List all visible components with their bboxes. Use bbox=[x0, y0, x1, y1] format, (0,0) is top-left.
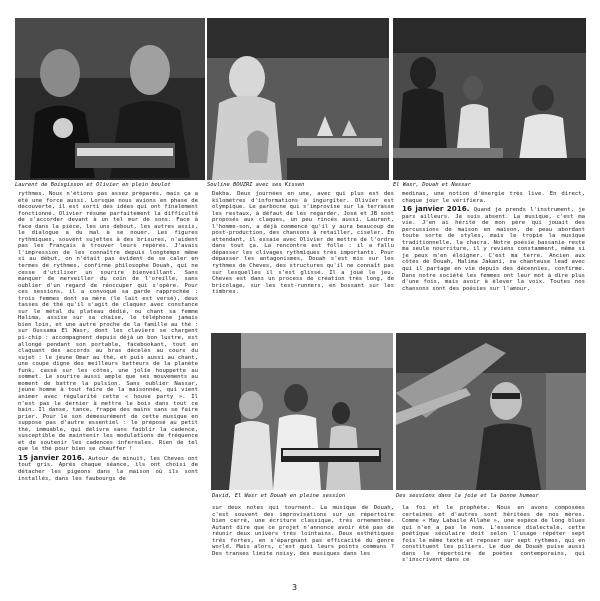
caption-photo3: El Wasr, Douah et Nassar bbox=[393, 182, 471, 188]
photo-el-wasr-douah-nassar bbox=[393, 18, 586, 180]
caption-photo2: Souline BOUZRI avec ses Kissen bbox=[207, 182, 305, 188]
column2-paragraph1: Dakha. Deux journées en une, avec qui plus est des kilomètres d'informations à ingurgiter. Olivier est olympique. Le parbocne qui s'improvise sur la terrasse les restaux, à défaut de les regarder. José et JB sont proposés aux claques, un peu rincés aussi. Laurent, l'homme-son, a déjà commencé qu'il y aura beaucoup de post-production, des chansons à retailler, ciseler. En attendant, il essaie avec Olivier de mettre de l'ordre dans tout ça. La rencontre est folle : il a fallu dépasser les clivages rythmiques très importants. Pour dépasser les antagonismes, Douah s'est mis sur les rythmes de Cheves, des structures qu'il ne connaît pas sur lesquelles il s'est glissé. Il a joué le jeu. Cheves est dans un process de création très long, de bricolage, sur les test-runners, en bossant sur les timbres. bbox=[212, 191, 394, 296]
column3-paragraph2: Quand je prends l'instrument, je pars ailleurs. Je suis absent. La musique, c'est ma vie. J'en ai hérité de mon père qui jouait des percussions de maison en maison, de peau abordant toute sorte de styles, mais le tropie la musique traditionnelle, la chacra. Notre poésie bassanie reste ma seule nourriture, il y reviens constamment, même si je peux m'en éloigner. C'est ma terre. Ancien aux côtés de Douah, Halima Jakani, sa chanteuse lead avec qui il partage en vie depuis des décennies, confirme. Dans notre société les femmes ont leur mot à dire plus d'une fois, mais avoir à élever la voix. Toutes nos chansons sont des poésies sur l'amour, bbox=[402, 207, 585, 292]
text-column-1 bbox=[18, 191, 198, 571]
text-column-5 bbox=[402, 505, 585, 581]
column1-paragraph2: Autour de minuit, les Cheves ont tout gris. Après chaque séance, ils ont choisi de détacher les pigeons dans la maison où ils sont installés, dans les faubourgs de bbox=[18, 455, 198, 482]
photo-sessions-joie bbox=[396, 333, 586, 490]
column3-paragraph1: medinas, une notion d'énergie très live. En direct, chaque jour le vérifiera. bbox=[402, 191, 585, 204]
text-column-4 bbox=[212, 505, 394, 581]
photo-laurent-olivier bbox=[15, 18, 205, 180]
column1-date: 15 janvier 2016. bbox=[18, 452, 85, 462]
column3-date: 16 janvier 2016. bbox=[402, 204, 470, 214]
column1-paragraph1: rythmes. Nous n'étions pas assez préparés, mais ça a été une force aussi. Lorsque nous avions en phase de découverte, il est sorti des idées qui ont finalement fonctionné. Olivier résume parfaitement la difficulté de s'accorder devant à un tel mur de sons. Face à face dans la pièce, les uns debout, les autres assis, le dialogue a du mal à se nouer. Les figures rythmiques, souvent sujettes à des brisures, n'aident pas les Français à trouver leurs repères. J'avais l'impression de les connaître depuis longtemps même si au début, on n'était pas évident de se caler en termes de rythmes, confirme philosophe Douah, qui ne cesse d'utiliser un sourire bienveillant. Sans manquer de merveiller du coin de l'oreille, sans oublier d'un regard de réoccuper qui s'opère. Pour ces sessions, il a convoqué sa garde rapprochée : trois femmes dont sa mère (le lait est versé), deux tasses de thé qu'il s'agit de claquer avec constance sur le métal du plateau dédié, ou chant sa femme Halima, assise sur sa chaise, le téléphone jamais bien loin, et une autre proche de la famille au thé : sur Oussama El Wasr, dont les claviers se chargent pi-chip : accompagnent depuis déjà un bon lustre, est allongé pendant son portable, facebookant, tout en claquant des accords au bras décelés au cours du sujet : le jeune Omar au thé, et puis aussi au chant, une coupe digne des meilleurs batteurs de la planète funk, cassé sur les côtes, une jolie houppette au sommet. Le sourire aussi ample que ses mouvements au moment de battre la pulsion. Sans oublier Nassar, jeune homme à tout faire de la maisonnée, qui vient animer avec régularité cette « house party ». Il n'est pas le dernier à mettre le bois dans tout ce bain. Il danse, tance, frappe des mains sans se faire prier. Pour le son démesurément de cette musique en suppose pas d'autre essentiel : le préposé au petit thé, immuable, qui délivre sans faiblir la cadence, susceptible de maintenir les modulations de fréquence et de soutenir les cadences infernales. Rien de tel que le thé pour bien se chauffer ! bbox=[18, 191, 198, 453]
photo-david-el-wasr-douah bbox=[211, 333, 393, 490]
column5-paragraph1: la foi et le prophète. Nous en avons composées certaines et d'autres sont héritées de nos mères. Comme « Hay Labaile Allahe », une espèce de long blues qui n'en a pas le nom. L'essence dialectale, cette poétique séculaire doit selon l'usage répéter sept fois le même texte et reposer sur sept rythmes, qui en constituent les piliers. Le duo de Douah puise aussi dans le répertoire de poètes contemporains, qui s'inscrivent dans ce bbox=[402, 505, 585, 564]
photo-souline-bouzri bbox=[207, 18, 389, 180]
text-column-2 bbox=[212, 191, 394, 326]
caption-photo1: Laurent de Boisgisson et Olivier en plein boulot bbox=[15, 182, 171, 188]
page-number: 3 bbox=[292, 583, 298, 592]
column4-paragraph1: sur deux notes qui tournent. La musique de Douah, c'est souvent des improvisations sur un répertoire bien carré, une écriture classique, très ornementée. Autant dire que ce projet n'annonce avoir été pas de réunir deux univers très lointains. Deux esthétiques très fortes, en s'épargnant pas efficacité du genre world. Mais alors, c'est quoi leurs points communs ? Des transes limite noisy, des musiques dans les bbox=[212, 505, 394, 557]
text-column-3 bbox=[402, 191, 585, 326]
caption-photo4: David, El Wasr et Douah en pleine session bbox=[212, 493, 346, 499]
caption-photo5: Des sessions dans la joie et la bonne humeur bbox=[396, 493, 539, 499]
